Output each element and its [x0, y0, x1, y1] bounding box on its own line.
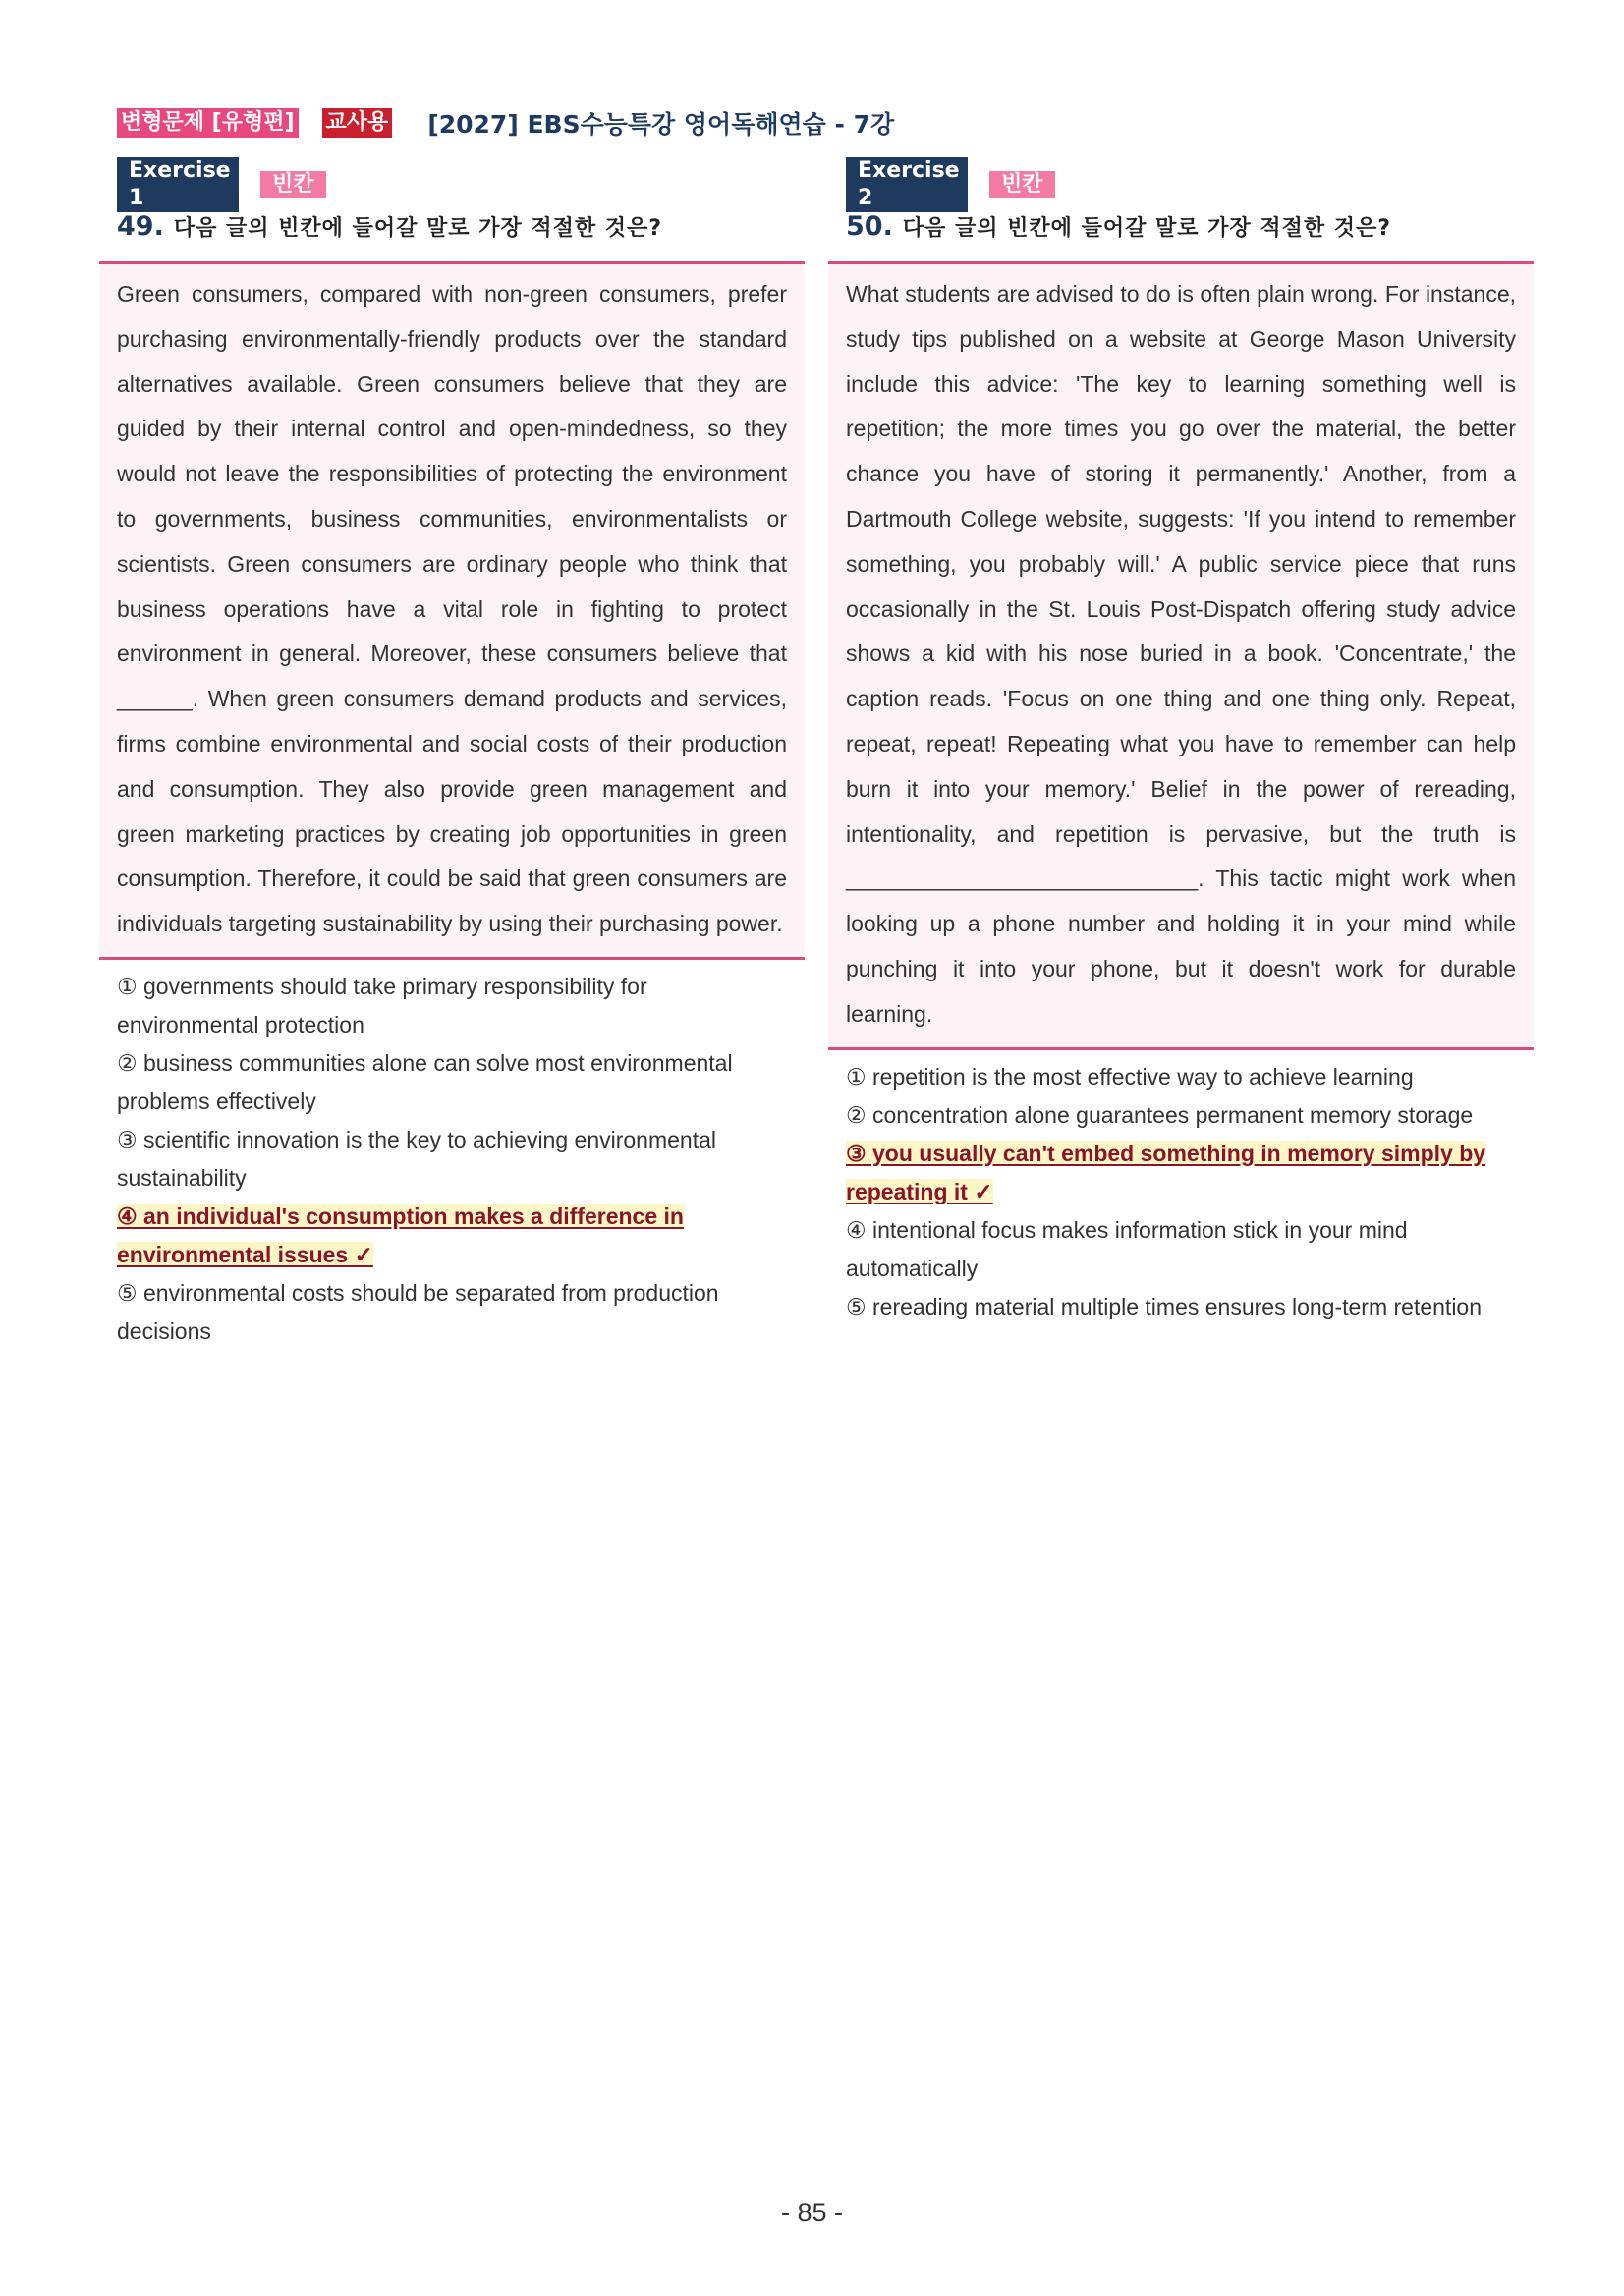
question-type-badge: 빈칸 — [989, 171, 1055, 198]
page-title: [2027] EBS수능특강 영어독해연습 - 7강 — [427, 110, 895, 139]
option-3-correct — [846, 1135, 1516, 1211]
correct-answer-text: ④ an individual's consumption makes a difference in environmental issues ✓ — [117, 1203, 684, 1267]
correct-answer-text: ③ you usually can't embed something in memory simply by repeating it ✓ — [846, 1140, 1486, 1204]
option-4: ④ intentional focus makes information stick in your mind automatically — [846, 1216, 1408, 1281]
question-number: 49. — [117, 210, 164, 242]
passage-box — [99, 261, 805, 960]
option-1: ① repetition is the most effective way to achieve learning — [846, 1063, 1414, 1090]
page-number: - 85 - — [780, 2198, 844, 2227]
passage-box — [828, 261, 1534, 1050]
exercise-badge: Exercise 1 — [117, 157, 239, 212]
exercise-1 — [99, 158, 805, 1351]
exercise-badge: Exercise 2 — [846, 157, 968, 212]
exercise-header — [117, 158, 805, 210]
option-2: ② business communities alone can solve most environmental problems effectively — [117, 1049, 733, 1114]
option-4-correct — [117, 1198, 787, 1274]
exercise-2 — [828, 158, 1534, 1326]
option-5: ⑤ rereading material multiple times ensures long-term retention — [846, 1293, 1483, 1319]
question-row — [117, 206, 805, 246]
option-5: ⑤ environmental costs should be separated from production decisions — [117, 1279, 719, 1344]
option-1: ① governments should take primary responsibility for environmental protection — [117, 973, 647, 1037]
passage-text: What students are advised to do is often plain wrong. For instance, study tips published on a website at George Mason University include this advice: 'The key to learning something well is repetition; the more times you go over the material, the better chance you have of storing it permanently.' Another, from a Dartmouth College website, suggests: 'If you intend to remember something, you probably will.' A public service piece that runs occasionally in the St. Louis Post-Dispatch offering study advice shows a kid with his nose buried in a book. 'Concentrate,' the caption reads. 'Focus on one thing and one thing only. Repeat, repeat, repeat! Repeating what you have to remember can help burn it into your memory.' Belief in the power of rereading, intentionality, and repetition is pervasive, but the truth is ____________________________. This tactic might work when looking up a phone number and holding it in your mind while punching it into your phone, but it doesn't work for durable learning. — [846, 281, 1516, 1027]
question-type-badge: 빈칸 — [260, 171, 326, 198]
question-row — [846, 206, 1534, 246]
answer-options — [99, 968, 805, 1351]
exercise-header — [846, 158, 1534, 210]
category-tag: 변형문제 [유형편] — [117, 108, 299, 138]
option-2: ② concentration alone guarantees permanent memory storage — [846, 1101, 1474, 1128]
question-text: 다음 글의 빈칸에 들어갈 말로 가장 적절한 것은? — [173, 215, 663, 241]
option-3: ③ scientific innovation is the key to achieving environmental sustainability — [117, 1126, 716, 1191]
passage-text: Green consumers, compared with non-green consumers, prefer purchasing environmentally-friendly products over the standard alternatives available. Green consumers believe that they are guided by their internal control and open-mindedness, so they would not leave the responsibilities of protecting the environment to governments, business communities, environmentalists or scientists. Green consumers are ordinary people who think that business operations have a vital role in fighting to protect environment in general. Moreover, these consumers believe that ______. When green consumers demand products and services, firms combine environmental and social costs of their production and consumption. They also provide green management and green marketing practices by creating job opportunities in green consumption. Therefore, it could be said that green consumers are individuals targeting sustainability by using their purchasing power. — [117, 281, 787, 937]
question-number: 50. — [846, 210, 893, 242]
teacher-tag: 교사용 — [322, 108, 393, 138]
page-header — [117, 106, 894, 140]
question-text: 다음 글의 빈칸에 들어갈 말로 가장 적절한 것은? — [902, 215, 1392, 241]
answer-options — [828, 1058, 1534, 1326]
